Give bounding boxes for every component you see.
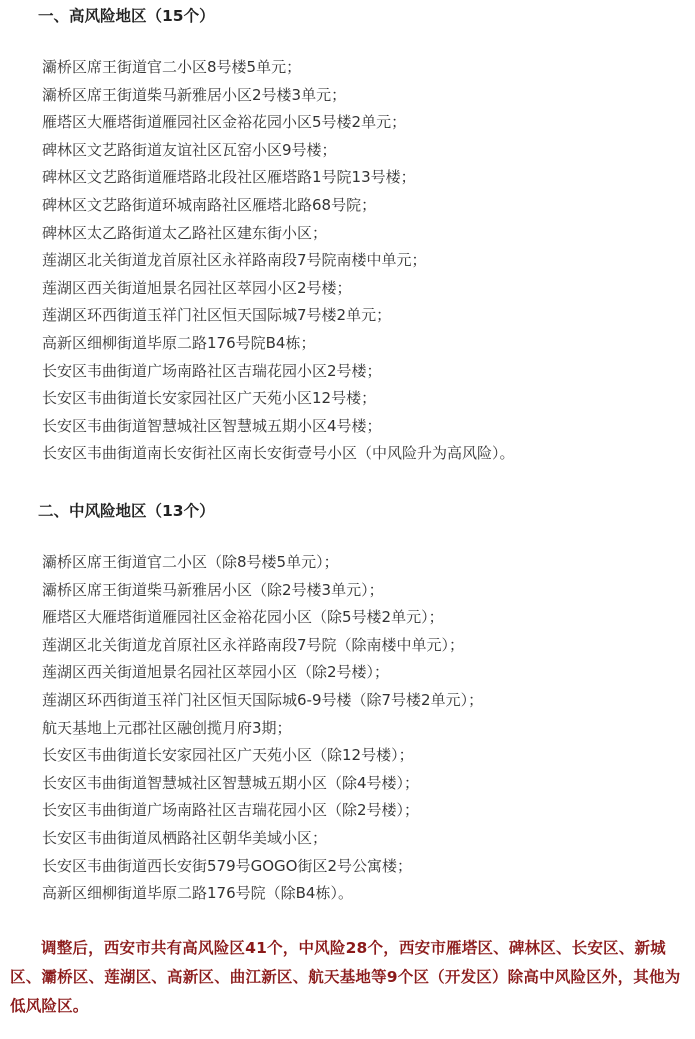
summary-paragraph: 调整后，西安市共有高风险区41个，中风险28个，西安市雁塔区、碑林区、长安区、新城区、灞桥区、莲湖区、高新区、曲江新区、航天基地等9个区（开发区）除高中风险区外，其他为低风险区。 — [10, 939, 681, 1015]
list-item: 长安区韦曲街道智慧城社区智慧城五期小区4号楼； — [42, 416, 382, 435]
list-item: 长安区韦曲街道凤栖路社区朝华美域小区； — [42, 828, 328, 847]
list-item: 长安区韦曲街道长安家园社区广天苑小区（除12号楼）； — [42, 746, 414, 765]
list-item: 莲湖区西关街道旭景名园社区萃园小区2号楼； — [42, 278, 352, 297]
list-item: 灞桥区席王街道官二小区8号楼5单元； — [42, 58, 302, 76]
list-item: 长安区韦曲街道长安家园社区广天苑小区12号楼； — [42, 389, 377, 408]
list-item: 灞桥区席王街道柴马新雅居小区2号楼3单元； — [42, 85, 347, 104]
medium-risk-heading: 二、中风险地区（13个） — [38, 502, 215, 520]
list-item: 碑林区太乙路街道太乙路社区建东街小区； — [42, 223, 328, 242]
list-item: 长安区韦曲街道智慧城社区智慧城五期小区（除4号楼）； — [42, 773, 420, 792]
list-item: 碑林区文艺路街道雁塔路北段社区雁塔路1号院13号楼； — [42, 168, 416, 187]
list-item: 长安区韦曲街道西长安街579号GOGO街区2号公寓楼； — [42, 856, 413, 875]
list-item: 莲湖区环西街道玉祥门社区恒天国际城6-9号楼（除7号楼2单元）； — [42, 690, 484, 709]
list-item: 莲湖区北关街道龙首原社区永祥路南段7号院南楼中单元； — [42, 251, 427, 270]
medium-risk-list — [42, 549, 483, 908]
list-item: 灞桥区席王街道官二小区（除8号楼5单元）； — [42, 553, 339, 571]
list-item: 碑林区文艺路街道友谊社区瓦窑小区9号楼； — [42, 140, 337, 159]
list-item: 灞桥区席王街道柴马新雅居小区（除2号楼3单元）； — [42, 580, 384, 599]
list-item: 莲湖区北关街道龙首原社区永祥路南段7号院（除南楼中单元）； — [42, 635, 465, 654]
list-item: 雁塔区大雁塔街道雁园社区金裕花园小区5号楼2单元； — [42, 113, 407, 132]
list-item: 航天基地上元郡社区融创揽月府3期； — [42, 718, 292, 737]
list-item: 长安区韦曲街道南长安街社区南长安街壹号小区（中风险升为高风险）。 — [42, 444, 515, 463]
list-item: 莲湖区环西街道玉祥门社区恒天国际城7号楼2单元； — [42, 306, 392, 325]
list-item: 高新区细柳街道毕原二路176号院B4栋； — [42, 333, 316, 352]
high-risk-list — [42, 54, 515, 468]
list-item: 莲湖区西关街道旭景名园社区萃园小区（除2号楼）； — [42, 663, 390, 682]
list-item: 碑林区文艺路街道环城南路社区雁塔北路68号院； — [42, 195, 377, 214]
list-item: 高新区细柳街道毕原二路176号院（除B4栋）。 — [42, 884, 353, 903]
list-item: 长安区韦曲街道广场南路社区吉瑞花园小区2号楼； — [42, 361, 382, 380]
high-risk-heading: 一、高风险地区（15个） — [38, 7, 215, 25]
list-item: 长安区韦曲街道广场南路社区吉瑞花园小区（除2号楼）； — [42, 801, 420, 820]
list-item: 雁塔区大雁塔街道雁园社区金裕花园小区（除5号楼2单元）； — [42, 608, 444, 627]
